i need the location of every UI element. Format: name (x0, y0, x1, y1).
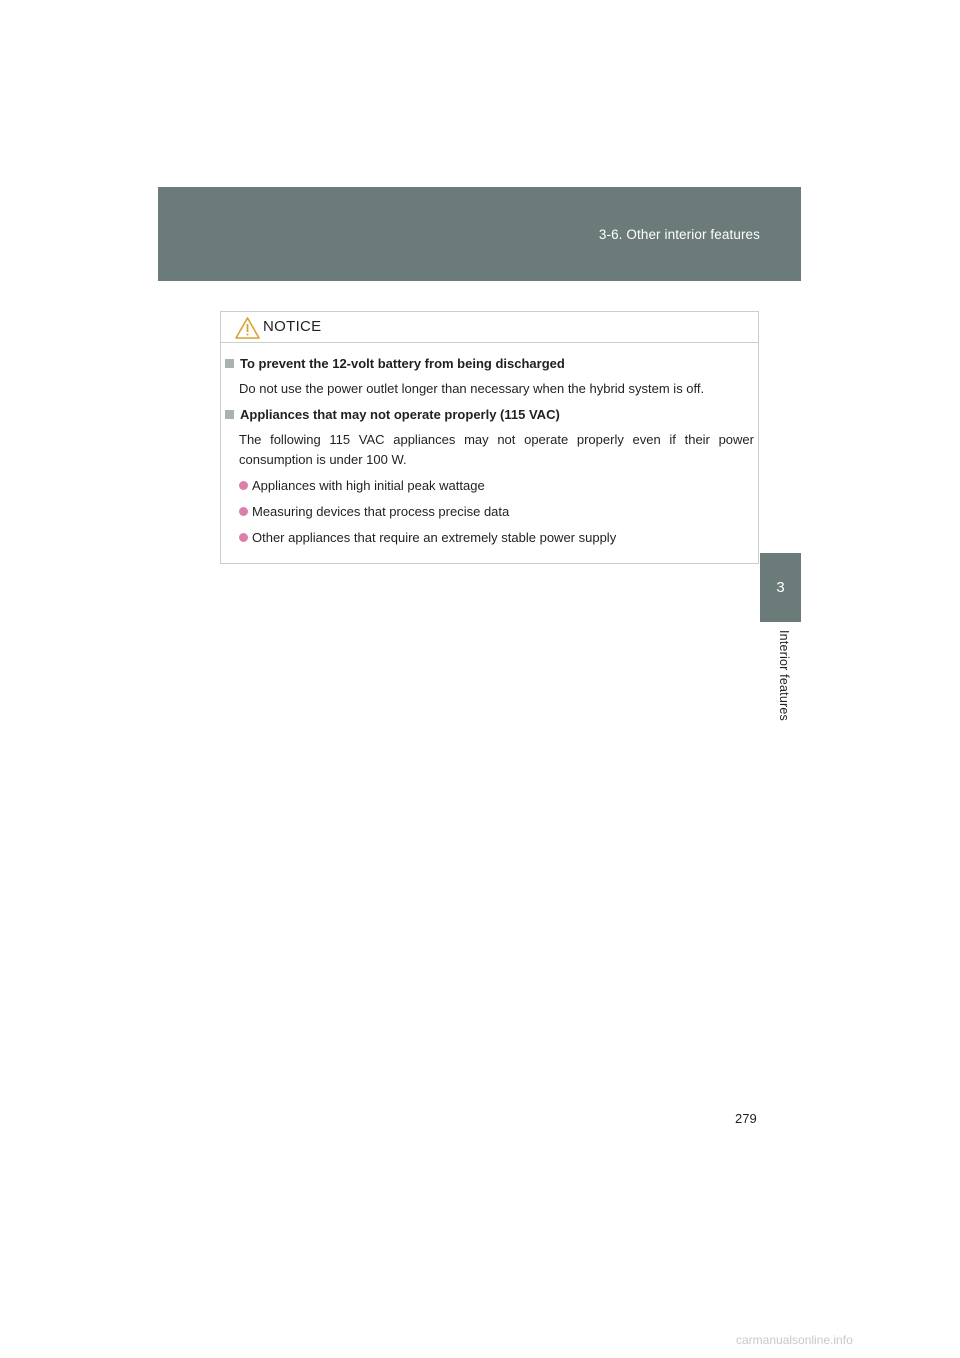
list-item: Measuring devices that process precise data (239, 504, 509, 519)
section-heading-battery: To prevent the 12-volt battery from being discharged (225, 356, 565, 371)
notice-box (220, 311, 759, 564)
section-heading-appliances: Appliances that may not operate properly (115 VAC) (225, 407, 560, 422)
section-text-battery: Do not use the power outlet longer than necessary when the hybrid system is off. (239, 381, 705, 396)
notice-title: NOTICE (263, 318, 322, 335)
bullet-dot-icon (239, 507, 248, 516)
page-number: 279 (735, 1111, 757, 1126)
square-bullet-icon (225, 359, 234, 368)
section-title: 3-6. Other interior features (598, 227, 760, 242)
bullet-dot-icon (239, 481, 248, 490)
chapter-label: Interior features (777, 630, 791, 721)
section-text-appliances: The following 115 VAC appliances may not operate properly even if their power consumption is under 100 W. (239, 432, 754, 467)
list-item: Other appliances that require an extremely stable power supply (239, 530, 616, 545)
chapter-number: 3 (776, 579, 785, 596)
notice-header (221, 312, 758, 343)
square-bullet-icon (225, 410, 234, 419)
warning-triangle-icon (234, 316, 261, 340)
header-band (158, 187, 801, 281)
chapter-tab (760, 553, 801, 622)
watermark: carmanualsonline.info (736, 1333, 853, 1347)
list-item: Appliances with high initial peak wattage (239, 478, 485, 493)
bullet-dot-icon (239, 533, 248, 542)
